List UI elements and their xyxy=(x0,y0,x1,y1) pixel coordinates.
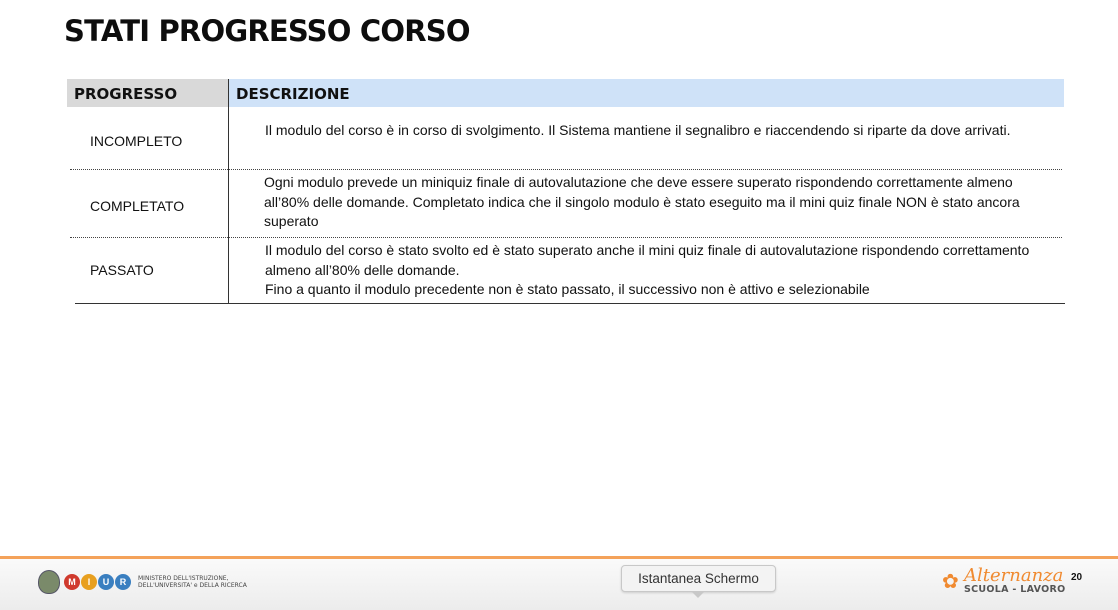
column-divider xyxy=(228,79,229,304)
row-divider xyxy=(70,169,1062,170)
row-label-completato: COMPLETATO xyxy=(90,198,185,214)
row-description-line: Fino a quanto il modulo precedente non è stato passato, il successivo non è attivo e selezionabile xyxy=(265,281,870,297)
row-description-completato: Ogni modulo prevede un miniquiz finale di autovalutazione che deve essere superato rispondendo correttamente almeno all’80% delle domande. Completato indica che il singolo modulo è stato eseguito ma il mini quiz finale NON è stato ancora superato xyxy=(264,174,1020,229)
tooltip-tail xyxy=(691,591,705,598)
miur-logo: M I U R xyxy=(64,574,132,590)
header-progress: PROGRESSO xyxy=(67,79,228,107)
ministry-name xyxy=(138,575,247,589)
row-divider xyxy=(70,237,1062,238)
row-description-passato xyxy=(265,241,1055,300)
row-label-incompleto: INCOMPLETO xyxy=(90,133,183,149)
page-title: STATI PROGRESSO CORSO xyxy=(64,14,470,48)
brand-subtitle: SCUOLA - LAVORO xyxy=(964,584,1066,595)
row-label-passato: PASSATO xyxy=(90,262,154,278)
flame-icon: ✿ xyxy=(942,571,959,593)
ministry-logo xyxy=(38,570,247,594)
row-description-line: Il modulo del corso è stato svolto ed è stato superato anche il mini quiz finale di autovalutazione rispondendo correttamento almeno all’80% delle domande. xyxy=(265,242,1030,278)
progress-states-table xyxy=(67,79,1064,107)
screenshot-tooltip: Istantanea Schermo xyxy=(621,565,776,592)
header-description: DESCRIZIONE xyxy=(228,79,1064,107)
ministry-name-line2: DELL'UNIVERSITA' e DELLA RICERCA xyxy=(138,582,247,589)
table-bottom-border xyxy=(75,303,1065,304)
italian-republic-emblem-icon xyxy=(38,570,60,594)
page-number: 20 xyxy=(1071,572,1083,583)
ministry-name-line1: MINISTERO DELL'ISTRUZIONE, xyxy=(138,575,229,582)
table-header xyxy=(67,79,1064,107)
row-description-incompleto: Il modulo del corso è in corso di svolgimento. Il Sistema mantiene il segnalibro e riaccendendo si riparte da dove arrivati. xyxy=(265,122,1011,138)
brand-name: Alternanza xyxy=(964,565,1064,586)
